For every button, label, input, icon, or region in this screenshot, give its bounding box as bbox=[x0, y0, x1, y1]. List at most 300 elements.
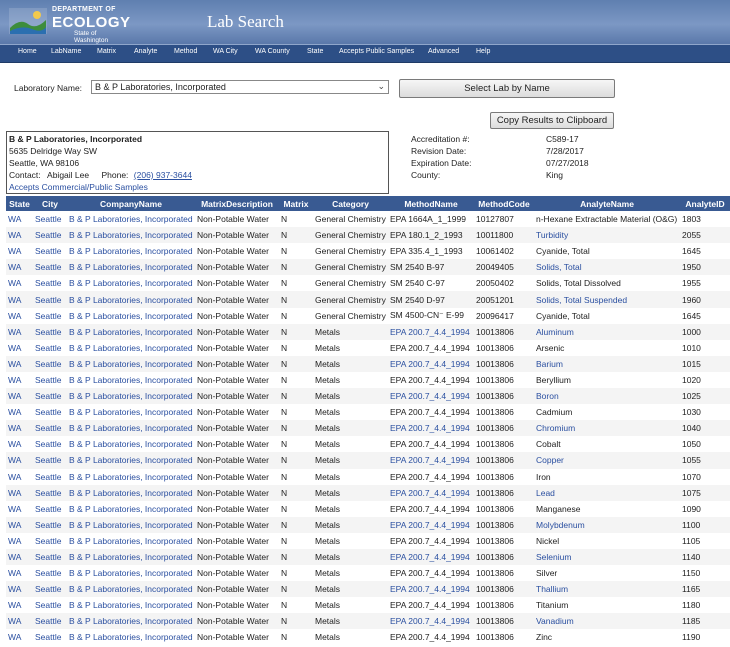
table-row bbox=[6, 404, 730, 420]
cell-category: Metals bbox=[315, 439, 341, 450]
cell-matrix: N bbox=[281, 278, 288, 289]
cell-city: Seattle bbox=[35, 471, 62, 482]
accreditation-label: Accreditation #: bbox=[411, 134, 470, 144]
cell-method-name: EPA 200.7_4.4_1994 bbox=[390, 632, 470, 643]
cell-company-name: B & P Laboratories, Incorporated bbox=[67, 259, 195, 275]
lab-info-panel bbox=[6, 131, 389, 194]
nav-accepts-public-samples[interactable]: Accepts Public Samples bbox=[339, 48, 415, 55]
cell-analyte-name: Cyanide, Total bbox=[536, 310, 590, 321]
cell-category: Metals bbox=[313, 517, 388, 533]
cell-category: Metals bbox=[315, 568, 341, 579]
table-row bbox=[6, 420, 730, 436]
cell-city: Seattle bbox=[35, 632, 62, 643]
column-header-matrix-description[interactable]: MatrixDescription bbox=[195, 196, 279, 211]
cell-method-name: EPA 200.7_4.4_1994 bbox=[390, 600, 470, 611]
cell-method-name: EPA 200.7_4.4_1994 bbox=[388, 356, 474, 372]
cell-method-name: EPA 200.7_4.4_1994 bbox=[388, 452, 474, 468]
expiration-date-label: Expiration Date: bbox=[411, 158, 472, 168]
phone-link[interactable]: (206) 937-3644 bbox=[133, 170, 192, 180]
logo-department-text: DEPARTMENT OF bbox=[52, 6, 116, 13]
cell-method-name: EPA 200.7_4.4_1994 bbox=[390, 568, 470, 579]
cell-matrix-description: Non-Potable Water bbox=[195, 291, 279, 307]
cell-method-name: SM 2540 D-97 bbox=[388, 291, 474, 307]
table-row bbox=[6, 372, 730, 388]
cell-city: Seattle bbox=[33, 581, 67, 597]
cell-matrix-description: Non-Potable Water bbox=[197, 535, 269, 546]
cell-city: Seattle bbox=[35, 278, 62, 289]
cell-matrix: N bbox=[281, 568, 288, 579]
cell-analyte-id: 1020 bbox=[682, 374, 701, 385]
column-header-company-name[interactable]: CompanyName bbox=[67, 196, 195, 211]
cell-category: General Chemistry bbox=[313, 259, 388, 275]
cell-method-code: 10013806 bbox=[474, 388, 534, 404]
cell-method-name: SM 2540 B-97 bbox=[388, 259, 474, 275]
cell-state: WA bbox=[8, 214, 22, 225]
cell-method-code: 10013806 bbox=[476, 568, 514, 579]
header-banner bbox=[0, 0, 730, 44]
cell-method-code: 10013806 bbox=[474, 324, 534, 340]
cell-matrix: N bbox=[281, 407, 288, 418]
cell-method-code: 10011800 bbox=[474, 227, 534, 243]
cell-matrix: N bbox=[279, 613, 313, 629]
cell-method-name: EPA 200.7_4.4_1994 bbox=[388, 485, 474, 501]
cell-method-code: 10013806 bbox=[474, 581, 534, 597]
cell-analyte-id: 1180 bbox=[682, 600, 701, 611]
cell-analyte-id: 1000 bbox=[680, 324, 730, 340]
cell-analyte-id: 1645 bbox=[682, 310, 701, 321]
cell-category: Metals bbox=[313, 613, 388, 629]
cell-matrix-description: Non-Potable Water bbox=[195, 517, 279, 533]
cell-analyte-name: Aluminum bbox=[534, 324, 680, 340]
cell-company-name: B & P Laboratories, Incorporated bbox=[69, 278, 193, 289]
cell-category: Metals bbox=[315, 342, 341, 353]
cell-method-name: EPA 335.4_1_1993 bbox=[390, 246, 463, 257]
cell-matrix: N bbox=[279, 291, 313, 307]
nav-help[interactable]: Help bbox=[476, 48, 491, 55]
column-header-analyte-name[interactable]: AnalyteName bbox=[534, 196, 680, 211]
cell-analyte-name: Molybdenum bbox=[534, 517, 680, 533]
cell-city: Seattle bbox=[35, 246, 62, 257]
cell-analyte-name: Silver bbox=[536, 568, 558, 579]
cell-company-name: B & P Laboratories, Incorporated bbox=[67, 420, 195, 436]
cell-category: Metals bbox=[315, 374, 341, 385]
cell-state: WA bbox=[6, 259, 33, 275]
cell-category: Metals bbox=[313, 324, 388, 340]
table-row bbox=[6, 629, 730, 645]
cell-matrix: N bbox=[279, 581, 313, 597]
cell-method-name: EPA 200.7_4.4_1994 bbox=[390, 535, 470, 546]
cell-category: Metals bbox=[315, 407, 341, 418]
nav-advanced[interactable]: Advanced bbox=[428, 48, 460, 55]
cell-method-code: 10013806 bbox=[474, 356, 534, 372]
table-row bbox=[6, 597, 730, 613]
table-header-row bbox=[6, 196, 730, 211]
cell-company-name: B & P Laboratories, Incorporated bbox=[67, 356, 195, 372]
column-header-analyte-id[interactable]: AnalyteID bbox=[680, 196, 730, 211]
cell-matrix: N bbox=[279, 227, 313, 243]
column-header-category[interactable]: Category bbox=[313, 196, 388, 211]
cell-company-name: B & P Laboratories, Incorporated bbox=[67, 613, 195, 629]
cell-matrix-description: Non-Potable Water bbox=[197, 471, 269, 482]
cell-company-name: B & P Laboratories, Incorporated bbox=[69, 214, 193, 225]
lab-city-line: Seattle, WA 98106 bbox=[9, 158, 80, 168]
table-row bbox=[6, 275, 730, 291]
cell-analyte-name: Thallium bbox=[534, 581, 680, 597]
cell-method-code: 20051201 bbox=[474, 291, 534, 307]
washington-state-logo-icon bbox=[8, 6, 48, 36]
cell-analyte-id: 1105 bbox=[682, 535, 701, 546]
cell-method-name: EPA 180.1_2_1993 bbox=[388, 227, 474, 243]
cell-state: WA bbox=[6, 485, 33, 501]
page-title: Lab Search bbox=[207, 12, 284, 31]
cell-analyte-name: Nickel bbox=[536, 535, 560, 546]
cell-matrix-description: Non-Potable Water bbox=[195, 388, 279, 404]
cell-analyte-name: Cobalt bbox=[536, 439, 561, 450]
cell-method-code: 10013806 bbox=[476, 503, 514, 514]
contact-name: Abigail Lee bbox=[47, 170, 90, 180]
cell-company-name: B & P Laboratories, Incorporated bbox=[69, 374, 193, 385]
cell-analyte-name: Selenium bbox=[534, 549, 680, 565]
cell-state: WA bbox=[6, 581, 33, 597]
accreditation-value: C589-17 bbox=[546, 134, 579, 144]
cell-company-name: B & P Laboratories, Incorporated bbox=[67, 291, 195, 307]
cell-matrix-description: Non-Potable Water bbox=[195, 485, 279, 501]
cell-city: Seattle bbox=[33, 613, 67, 629]
cell-city: Seattle bbox=[33, 388, 67, 404]
nav-wa-city[interactable]: WA City bbox=[213, 48, 238, 55]
cell-analyte-name: Beryllium bbox=[536, 374, 571, 385]
cell-method-code: 10013806 bbox=[474, 485, 534, 501]
cell-company-name: B & P Laboratories, Incorporated bbox=[69, 632, 193, 643]
select-lab-button[interactable]: Select Lab by Name bbox=[399, 79, 615, 98]
cell-matrix: N bbox=[279, 517, 313, 533]
nav-analyte[interactable]: Analyte bbox=[134, 48, 158, 55]
cell-category: General Chemistry bbox=[313, 291, 388, 307]
cell-method-code: 10013806 bbox=[474, 613, 534, 629]
cell-analyte-name: n-Hexane Extractable Material (O&G) bbox=[536, 214, 678, 225]
accepts-samples-link[interactable]: Accepts Commercial/Public Samples bbox=[9, 182, 148, 192]
cell-analyte-name: Arsenic bbox=[536, 342, 565, 353]
cell-matrix: N bbox=[281, 471, 288, 482]
cell-method-code: 20050402 bbox=[476, 278, 514, 289]
nav-method[interactable]: Method bbox=[174, 48, 198, 55]
cell-matrix-description: Non-Potable Water bbox=[195, 613, 279, 629]
cell-method-name: EPA 200.7_4.4_1994 bbox=[390, 503, 470, 514]
cell-state: WA bbox=[8, 278, 22, 289]
cell-analyte-id: 1803 bbox=[682, 214, 701, 225]
cell-city: Seattle bbox=[33, 549, 67, 565]
table-row bbox=[6, 388, 730, 404]
cell-matrix-description: Non-Potable Water bbox=[195, 227, 279, 243]
cell-company-name: B & P Laboratories, Incorporated bbox=[69, 535, 193, 546]
cell-city: Seattle bbox=[35, 535, 62, 546]
table-row bbox=[6, 517, 730, 533]
cell-analyte-name: Zinc bbox=[536, 632, 553, 643]
cell-method-code: 10013806 bbox=[476, 600, 514, 611]
table-row bbox=[6, 565, 730, 581]
county-value: King bbox=[546, 170, 564, 180]
cell-analyte-id: 1100 bbox=[680, 517, 730, 533]
cell-method-name: EPA 200.7_4.4_1994 bbox=[390, 374, 470, 385]
cell-analyte-name: Manganese bbox=[536, 503, 581, 514]
cell-matrix: N bbox=[279, 549, 313, 565]
cell-analyte-id: 1090 bbox=[682, 503, 701, 514]
cell-method-code: 10013806 bbox=[476, 374, 514, 385]
cell-method-code: 10013806 bbox=[476, 439, 514, 450]
cell-matrix: N bbox=[279, 388, 313, 404]
lab-name: B & P Laboratories, Incorporated bbox=[9, 134, 143, 144]
cell-analyte-name: Cadmium bbox=[536, 407, 573, 418]
cell-state: WA bbox=[8, 568, 22, 579]
cell-company-name: B & P Laboratories, Incorporated bbox=[69, 503, 193, 514]
cell-analyte-id: 1950 bbox=[680, 259, 730, 275]
cell-city: Seattle bbox=[33, 485, 67, 501]
cell-matrix: N bbox=[279, 452, 313, 468]
cell-method-code: 10013806 bbox=[476, 407, 514, 418]
ecology-logo[interactable] bbox=[8, 4, 131, 44]
county-label: County: bbox=[411, 170, 441, 180]
cell-matrix-description: Non-Potable Water bbox=[197, 439, 269, 450]
cell-state: WA bbox=[8, 407, 22, 418]
cell-analyte-name: Vanadium bbox=[534, 613, 680, 629]
cell-matrix-description: Non-Potable Water bbox=[197, 214, 269, 225]
cell-city: Seattle bbox=[35, 503, 62, 514]
cell-category: Metals bbox=[313, 581, 388, 597]
cell-city: Seattle bbox=[35, 439, 62, 450]
cell-category: Metals bbox=[315, 535, 341, 546]
cell-state: WA bbox=[8, 503, 22, 514]
cell-method-code: 10013806 bbox=[476, 342, 514, 353]
cell-category: Metals bbox=[313, 356, 388, 372]
cell-city: Seattle bbox=[33, 291, 67, 307]
cell-matrix-description: Non-Potable Water bbox=[197, 278, 269, 289]
table-row bbox=[6, 436, 730, 452]
cell-method-code: 10013806 bbox=[474, 549, 534, 565]
cell-state: WA bbox=[6, 452, 33, 468]
cell-state: WA bbox=[6, 388, 33, 404]
table-row bbox=[6, 259, 730, 275]
cell-state: WA bbox=[8, 535, 22, 546]
table-row bbox=[6, 308, 730, 324]
cell-matrix: N bbox=[279, 485, 313, 501]
cell-matrix-description: Non-Potable Water bbox=[195, 356, 279, 372]
copy-to-clipboard-button[interactable]: Copy Results to Clipboard bbox=[490, 112, 614, 129]
cell-matrix: N bbox=[281, 600, 288, 611]
cell-company-name: B & P Laboratories, Incorporated bbox=[67, 485, 195, 501]
revision-date-label: Revision Date: bbox=[411, 146, 467, 156]
table-row bbox=[6, 485, 730, 501]
cell-matrix-description: Non-Potable Water bbox=[195, 259, 279, 275]
cell-city: Seattle bbox=[35, 374, 62, 385]
cell-method-name: EPA 200.7_4.4_1994 bbox=[388, 517, 474, 533]
cell-company-name: B & P Laboratories, Incorporated bbox=[67, 324, 195, 340]
cell-city: Seattle bbox=[33, 324, 67, 340]
cell-method-name: EPA 200.7_4.4_1994 bbox=[390, 471, 470, 482]
cell-city: Seattle bbox=[33, 452, 67, 468]
table-row bbox=[6, 613, 730, 629]
cell-analyte-id: 1645 bbox=[682, 246, 701, 257]
cell-method-code: 10013806 bbox=[474, 452, 534, 468]
phone-label: Phone: bbox=[101, 170, 129, 180]
cell-method-name: EPA 200.7_4.4_1994 bbox=[390, 439, 470, 450]
cell-method-name: EPA 200.7_4.4_1994 bbox=[388, 613, 474, 629]
table-row bbox=[6, 533, 730, 549]
column-header-method-code[interactable]: MethodCode bbox=[474, 196, 534, 211]
cell-method-name: EPA 1664A_1_1999 bbox=[390, 214, 466, 225]
cell-analyte-id: 1040 bbox=[680, 420, 730, 436]
cell-matrix-description: Non-Potable Water bbox=[197, 310, 269, 321]
cell-matrix-description: Non-Potable Water bbox=[195, 452, 279, 468]
cell-city: Seattle bbox=[35, 600, 62, 611]
cell-matrix: N bbox=[281, 246, 288, 257]
cell-city: Seattle bbox=[35, 407, 62, 418]
table-row bbox=[6, 356, 730, 372]
cell-matrix: N bbox=[281, 214, 288, 225]
laboratory-name-select[interactable] bbox=[91, 80, 389, 94]
cell-analyte-id: 1955 bbox=[682, 278, 701, 289]
cell-state: WA bbox=[8, 439, 22, 450]
cell-analyte-id: 1185 bbox=[680, 613, 730, 629]
table-row bbox=[6, 243, 730, 259]
cell-method-name: EPA 200.7_4.4_1994 bbox=[388, 549, 474, 565]
cell-analyte-name: Barium bbox=[534, 356, 680, 372]
nav-state[interactable]: State bbox=[307, 48, 324, 55]
cell-state: WA bbox=[8, 471, 22, 482]
cell-city: Seattle bbox=[33, 356, 67, 372]
cell-city: Seattle bbox=[33, 227, 67, 243]
table-row bbox=[6, 340, 730, 356]
table-row bbox=[6, 211, 730, 227]
cell-analyte-id: 1190 bbox=[682, 632, 701, 643]
cell-category: Metals bbox=[313, 485, 388, 501]
cell-matrix-description: Non-Potable Water bbox=[197, 568, 269, 579]
cell-state: WA bbox=[6, 324, 33, 340]
cell-state: WA bbox=[8, 342, 22, 353]
cell-method-code: 10013806 bbox=[476, 632, 514, 643]
cell-state: WA bbox=[6, 549, 33, 565]
cell-analyte-id: 1150 bbox=[682, 568, 701, 579]
cell-method-name: SM 2540 C-97 bbox=[390, 278, 445, 289]
cell-matrix: N bbox=[281, 632, 288, 643]
table-row bbox=[6, 501, 730, 517]
cell-category: Metals bbox=[315, 471, 341, 482]
cell-company-name: B & P Laboratories, Incorporated bbox=[69, 568, 193, 579]
cell-analyte-name: Chromium bbox=[534, 420, 680, 436]
cell-analyte-id: 1010 bbox=[682, 342, 701, 353]
nav-labname[interactable]: LabName bbox=[51, 48, 82, 55]
cell-state: WA bbox=[6, 356, 33, 372]
cell-company-name: B & P Laboratories, Incorporated bbox=[69, 342, 193, 353]
cell-category: Metals bbox=[313, 452, 388, 468]
cell-state: WA bbox=[6, 420, 33, 436]
cell-method-code: 10013806 bbox=[476, 535, 514, 546]
cell-analyte-name: Cyanide, Total bbox=[536, 246, 590, 257]
expiration-date-value: 07/27/2018 bbox=[546, 158, 589, 168]
cell-company-name: B & P Laboratories, Incorporated bbox=[67, 517, 195, 533]
table-row bbox=[6, 227, 730, 243]
cell-method-code: 10013806 bbox=[474, 420, 534, 436]
cell-matrix: N bbox=[281, 342, 288, 353]
cell-matrix-description: Non-Potable Water bbox=[195, 420, 279, 436]
cell-category: Metals bbox=[313, 420, 388, 436]
cell-matrix-description: Non-Potable Water bbox=[197, 407, 269, 418]
cell-city: Seattle bbox=[35, 214, 62, 225]
table-body bbox=[6, 211, 730, 646]
logo-state-text: State of Washington bbox=[74, 30, 109, 44]
lab-contact-line bbox=[9, 170, 192, 180]
cell-analyte-name: Solids, Total Suspended bbox=[534, 291, 680, 307]
cell-analyte-id: 1140 bbox=[680, 549, 730, 565]
cell-method-code: 10013806 bbox=[476, 471, 514, 482]
nav-home[interactable]: Home bbox=[18, 48, 37, 55]
cell-state: WA bbox=[8, 632, 22, 643]
column-header-city[interactable]: City bbox=[33, 196, 67, 211]
cell-analyte-id: 1960 bbox=[680, 291, 730, 307]
column-header-state[interactable]: State bbox=[6, 196, 33, 211]
cell-city: Seattle bbox=[35, 342, 62, 353]
chevron-down-icon[interactable]: ⌄ bbox=[377, 81, 385, 91]
cell-category: Metals bbox=[315, 503, 341, 514]
table-row bbox=[6, 581, 730, 597]
lab-street: 5635 Delridge Way SW bbox=[9, 146, 98, 156]
cell-method-name: EPA 200.7_4.4_1994 bbox=[388, 324, 474, 340]
cell-category: Metals bbox=[313, 549, 388, 565]
cell-state: WA bbox=[8, 246, 22, 257]
cell-matrix-description: Non-Potable Water bbox=[197, 342, 269, 353]
cell-company-name: B & P Laboratories, Incorporated bbox=[67, 388, 195, 404]
cell-analyte-name: Boron bbox=[534, 388, 680, 404]
cell-matrix: N bbox=[279, 420, 313, 436]
cell-company-name: B & P Laboratories, Incorporated bbox=[67, 452, 195, 468]
cell-city: Seattle bbox=[35, 568, 62, 579]
column-header-matrix[interactable]: Matrix bbox=[279, 196, 313, 211]
cell-matrix: N bbox=[281, 535, 288, 546]
cell-matrix: N bbox=[279, 356, 313, 372]
cell-method-name: EPA 200.7_4.4_1994 bbox=[388, 581, 474, 597]
cell-category: Metals bbox=[315, 632, 341, 643]
cell-method-name: SM 4500-CN⁻ E-99 bbox=[390, 310, 464, 321]
cell-category: General Chemistry bbox=[315, 278, 386, 289]
cell-city: Seattle bbox=[33, 517, 67, 533]
cell-matrix-description: Non-Potable Water bbox=[197, 600, 269, 611]
cell-company-name: B & P Laboratories, Incorporated bbox=[69, 246, 193, 257]
cell-category: General Chemistry bbox=[315, 214, 386, 225]
cell-state: WA bbox=[6, 517, 33, 533]
cell-analyte-name: Titanium bbox=[536, 600, 569, 611]
nav-wa-county[interactable]: WA County bbox=[255, 48, 290, 55]
cell-matrix-description: Non-Potable Water bbox=[197, 246, 269, 257]
cell-state: WA bbox=[6, 227, 33, 243]
cell-analyte-id: 1025 bbox=[680, 388, 730, 404]
cell-method-name: EPA 200.7_4.4_1994 bbox=[390, 407, 470, 418]
cell-state: WA bbox=[8, 310, 22, 321]
cell-city: Seattle bbox=[33, 420, 67, 436]
cell-analyte-id: 1165 bbox=[680, 581, 730, 597]
laboratory-name-label: Laboratory Name: bbox=[14, 83, 83, 93]
cell-analyte-id: 2055 bbox=[680, 227, 730, 243]
cell-analyte-name: Iron bbox=[536, 471, 551, 482]
cell-analyte-id: 1015 bbox=[680, 356, 730, 372]
cell-company-name: B & P Laboratories, Incorporated bbox=[67, 581, 195, 597]
cell-matrix-description: Non-Potable Water bbox=[195, 549, 279, 565]
cell-method-code: 10127807 bbox=[476, 214, 514, 225]
nav-matrix[interactable]: Matrix bbox=[97, 48, 117, 55]
main-navigation bbox=[0, 44, 730, 63]
cell-company-name: B & P Laboratories, Incorporated bbox=[67, 227, 195, 243]
cell-method-code: 20049405 bbox=[474, 259, 534, 275]
cell-category: General Chemistry bbox=[315, 310, 386, 321]
column-header-method-name[interactable]: MethodName bbox=[388, 196, 474, 211]
